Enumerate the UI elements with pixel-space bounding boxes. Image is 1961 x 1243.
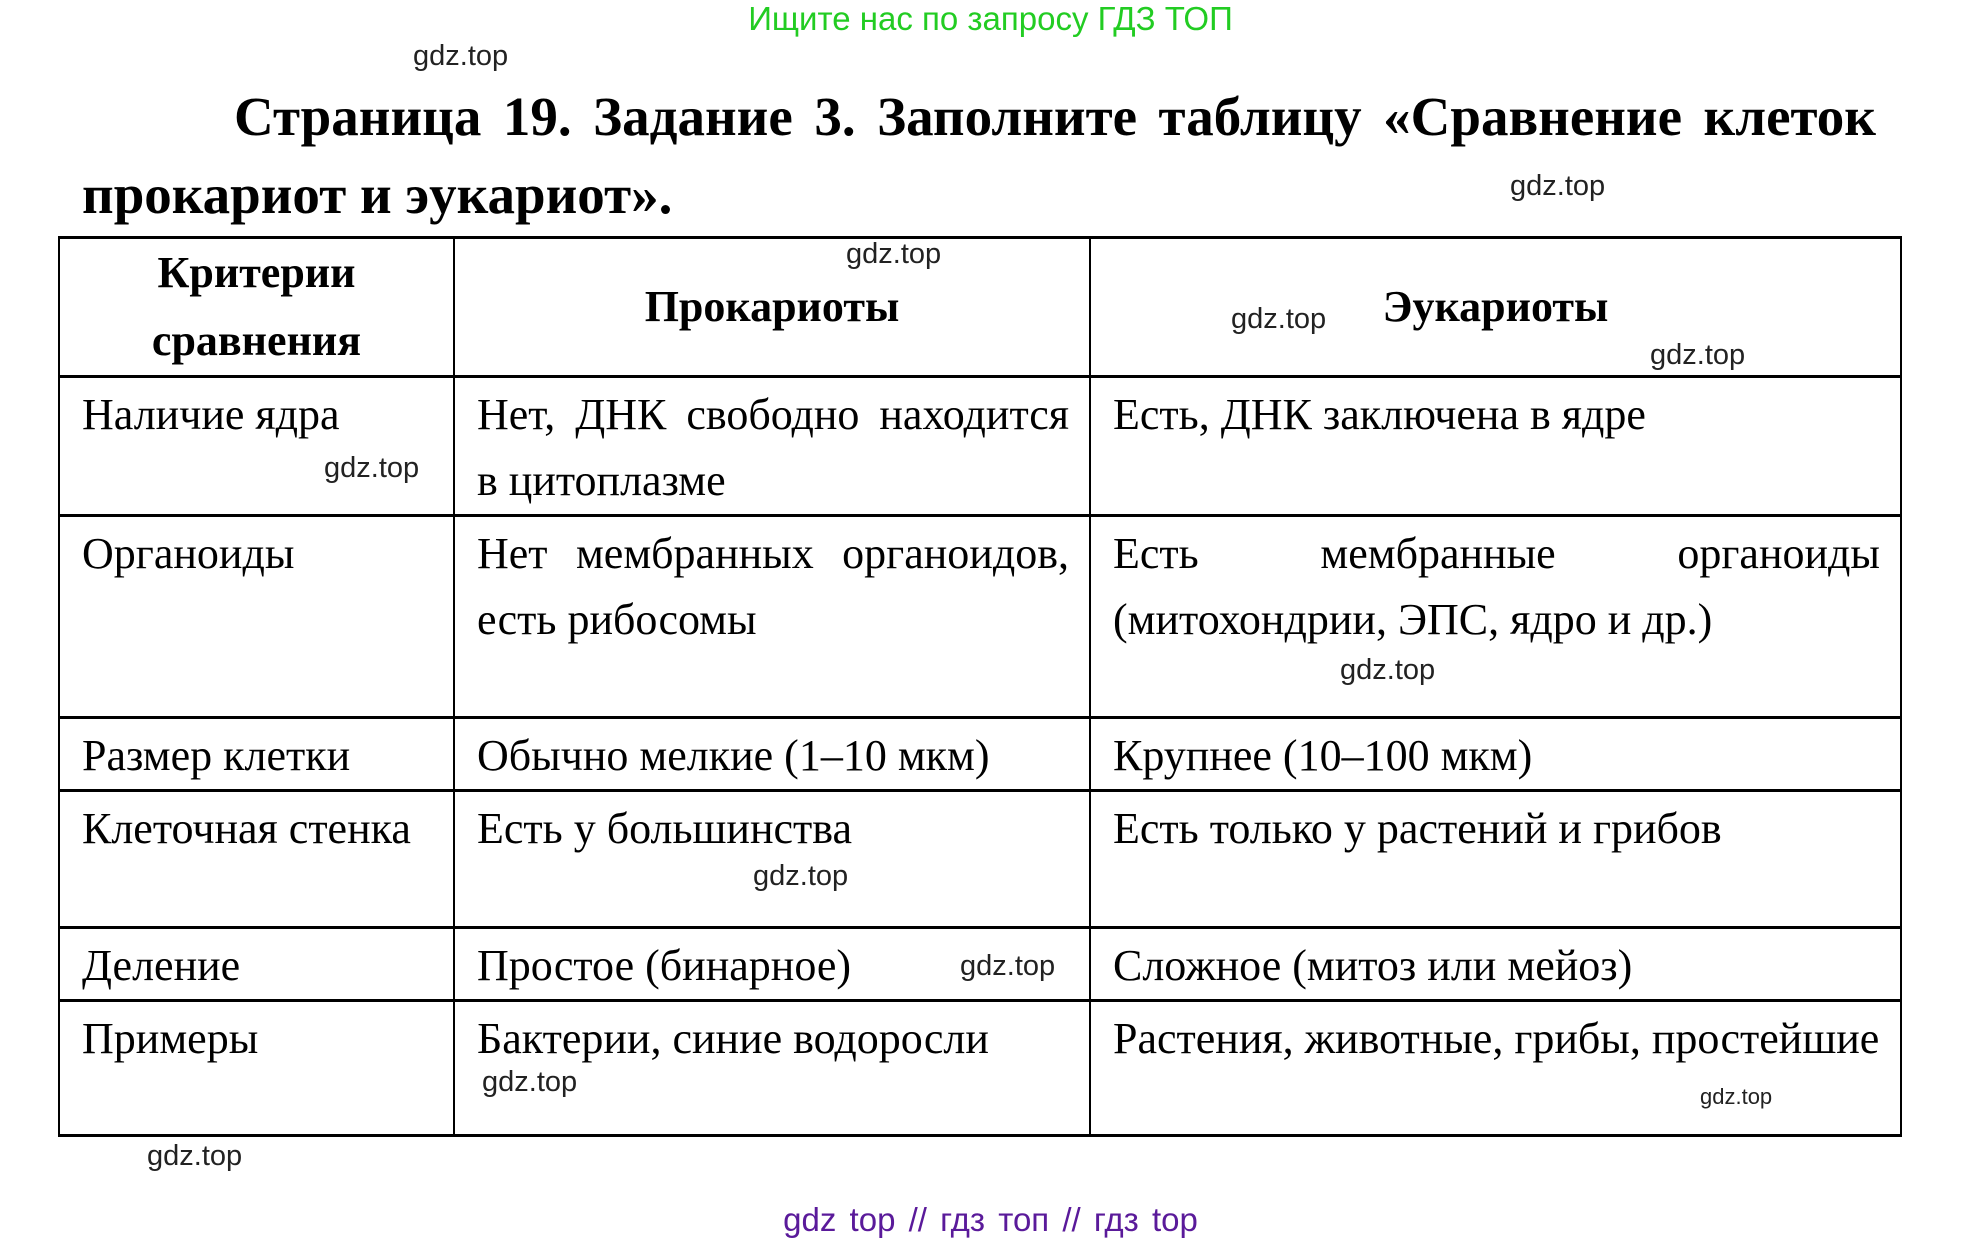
table-header-row (59, 238, 1901, 377)
cell-prokaryote: Бактерии, синие водоросли (454, 1001, 1090, 1136)
watermark: gdz.top (1510, 170, 1606, 202)
watermark: gdz.top (1650, 339, 1746, 371)
search-hint: Ищите нас по запросу ГДЗ ТОП (748, 0, 1233, 37)
watermark: gdz.top (324, 452, 420, 484)
cell-criterion: Клеточная стенка (59, 791, 454, 928)
table-row (59, 718, 1901, 791)
watermark: gdz.top (846, 238, 942, 270)
header-prokaryotes: Прокариоты (454, 238, 1090, 377)
watermark: gdz.top (1231, 303, 1327, 335)
cell-prokaryote: Обычно мелкие (1–10 мкм) (454, 718, 1090, 791)
watermark: gdz.top (413, 40, 509, 72)
cell-criterion: Размер клетки (59, 718, 454, 791)
cell-eukaryote: Есть мембранные органоиды (митохондрии, ЭПС, ядро и др.) (1090, 516, 1901, 718)
cell-criterion: Органоиды (59, 516, 454, 718)
watermark: gdz.top (960, 950, 1056, 982)
cell-criterion: Примеры (59, 1001, 454, 1136)
comparison-table (58, 236, 1902, 1137)
cell-eukaryote: Крупнее (10–100 мкм) (1090, 718, 1901, 791)
cell-prokaryote: Простое (бинарное) (454, 928, 1090, 1001)
cell-prokaryote: Нет мембранных органоидов, есть рибосомы (454, 516, 1090, 718)
table-row (59, 1001, 1901, 1136)
cell-prokaryote: Есть у большинства (454, 791, 1090, 928)
cell-prokaryote: Нет, ДНК свободно находится в цитоплазме (454, 377, 1090, 516)
cell-eukaryote: Есть, ДНК заключена в ядре (1090, 377, 1901, 516)
watermark: gdz.top (482, 1066, 578, 1098)
cell-eukaryote: Есть только у растений и грибов (1090, 791, 1901, 928)
cell-eukaryote: Растения, животные, грибы, простейшие (1090, 1001, 1901, 1136)
table-row (59, 516, 1901, 718)
watermark: gdz.top (1340, 654, 1436, 686)
watermark: gdz.top (753, 860, 849, 892)
table-row (59, 377, 1901, 516)
table-row (59, 791, 1901, 928)
cell-criterion: Наличие ядра (59, 377, 454, 516)
watermark: gdz.top (1700, 1084, 1773, 1109)
header-eukaryotes: Эукариоты (1090, 238, 1901, 377)
title-text: Страница 19. Задание 3. Заполните таблицу «Сравнение клеток прокариот и эукариот». (82, 86, 1876, 225)
header-criteria: Критерии сравнения (59, 238, 454, 377)
watermark: gdz.top (147, 1140, 243, 1172)
page-title (82, 78, 1876, 234)
cell-eukaryote: Сложное (митоз или мейоз) (1090, 928, 1901, 1001)
cell-criterion: Деление (59, 928, 454, 1001)
footer-note: gdz top // гдз топ // гдз top (783, 1201, 1198, 1238)
